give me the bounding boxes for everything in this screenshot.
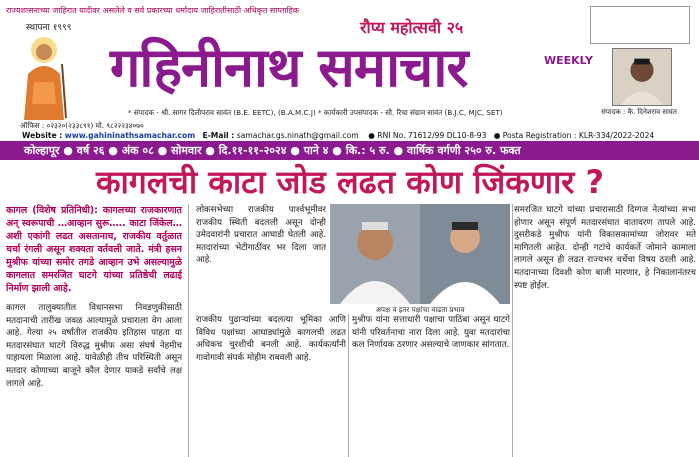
editor-photo: [612, 48, 672, 106]
postal-registration: ● Posta Registration : KLR-334/2022-2024: [493, 131, 655, 140]
contact-line: [22, 131, 692, 140]
column-divider: [512, 204, 513, 457]
email-address[interactable]: samachar.gs.ninath@gmail.com: [236, 131, 359, 140]
staff-line: * संपादक - श्री. सागर दिलीपराव सावंत (B.E. EETC), (B.A.M.C.J) * कार्यकारी उपसंपादक - सौ. रिचा संग्राम सावंत (B.J.C, MJC, SET): [128, 108, 503, 117]
article-column-mid-top: [196, 204, 326, 298]
photo-caption: अपक्ष व इतर पक्षांचा वाढता प्रभाव: [375, 305, 465, 314]
column-divider: [348, 314, 349, 457]
right-column-text: समरजित घाटगे यांच्या प्रचारासाठी दिग्गज नेत्यांच्या सभा होणार असून संपूर्ण मतदारसंघात वातावरण तापले आहे. दुसरीकडे मुश्रीफ यांनी विकासकामांच्या जोरावर मते मागितली आहेत. दोन्ही गटांचे कार्यकर्ते जोमाने कामाला लागले असून ही लढत राज्यभर चर्चेचा विषय ठरली आहे. मतदानाच्या दिवशी कोण बाजी मारणार, हे निकालानंतरच स्पष्ट होईल.: [514, 205, 696, 291]
blank-box: [590, 6, 690, 44]
lead-text: कागल (विशेष प्रतिनिधी): कागलच्या राजकारणात अन् स्वरूपाची …आव्हान सुरू….. काटा जिंकेल… अशी एकांगी लढत असतानाच, राजकीय वर्तुळात चर्चा रंगली असून शक्यता वर्तवली जाते. मंत्री हसन मुश्रीफ यांच्या समोर तगडे आव्हान उभे असल्यामुळे कागलात समरजित घाटगे यांच्या प्रतिष्ठेची लढाई निर्माण झाली आहे.: [6, 205, 182, 294]
masthead: [0, 0, 699, 160]
issue-info-bar: कोल्हापूर ● वर्ष २६ ● अंक ०८ ● सोमवार ● दि.११-११-२०२४ ● पाने ४ ● कि.: ५ रु. ● वार्षिक वर्गणी २५० रु. फक्त: [0, 141, 699, 160]
saint-illustration: [16, 34, 72, 120]
mid-top-text: लोकसभेच्या राजकीय पार्श्वभूमीवर राजकीय स्थिती बदलली असून दोन्ही उमेदवारांनी प्रचारात आघाडी घेतली आहे. मतदारांच्या भेटीगाठींवर भर दिला जात आहे.: [196, 205, 326, 266]
article-column-mid-bottom-b: [352, 314, 510, 457]
website-label: Website :: [22, 131, 63, 140]
article-column-mid-bottom-a: [196, 314, 346, 457]
jubilee-text: रौप्य महोत्सवी २५: [360, 18, 464, 37]
weekly-label: WEEKLY: [544, 54, 593, 67]
column-divider: [188, 204, 189, 457]
main-headline: कागलची काटा जोड लढत कोण जिंकणार ?: [95, 163, 605, 201]
rni-number: ● RNI No. 71612/99 DL10-8-93: [368, 131, 487, 140]
office-contact: ऑफिस : ०२३२०(२३३८९१) मो. ९८२२२३४०७०: [20, 121, 144, 130]
lead-paragraph: [6, 204, 182, 300]
tagline: राज्यशासनाच्या जाहिरात यादीवर असलेले व सर्व प्रकारच्या धर्मादाय जाहिरातीसाठी अधिकृत साप्ताहिक: [6, 6, 299, 15]
newspaper-title: गहिनीनाथ समाचार: [110, 36, 468, 99]
mid-bottom-b-text: मुश्रीफ यांना सत्ताधारी पक्षाचा पाठिंबा असून घाटगे यांनी परिवर्तनाचा नारा दिला आहे. युवा मतदारांचा कल निर्णायक ठरणार असल्याचे जाणकार सांगतात.: [352, 315, 510, 351]
website-link[interactable]: www.gahininathsamachar.com: [64, 131, 196, 140]
left-column-text: कागल तालुक्यातील विधानसभा निवडणुकीसाठी मतदानाची तारीख जवळ आल्यामुळे प्रचाराला वेग आला आहे. गेल्या २५ वर्षांतील राजकीय इतिहास पाहता या मतदारसंघात घाटगे विरुद्ध मुश्रीफ असा संघर्ष नेहमीच पाहायला मिळाला आहे. यावेळीही तीच परिस्थिती असून मतदार कोणाच्या बाजूने कौल देणार याकडे सर्वांचे लक्ष लागले आहे.: [6, 303, 182, 389]
email-label: E-Mail :: [202, 131, 235, 140]
established-date: स्थापना १९९९: [26, 23, 72, 33]
mid-bottom-a-text: राजकीय पुढाऱ्यांच्या बदलत्या भूमिका आणि विविध पक्षांच्या आघाड्यांमुळे कागलची लढत अधिकच चुरशीची बनली आहे. कार्यकर्त्यांनी गावोगावी संपर्क मोहीम राबवली आहे.: [196, 315, 346, 363]
editor-caption: संपादक : कै. दिनेशराव सावंत: [601, 108, 677, 116]
candidates-photo: [330, 204, 510, 304]
article-column-left: [6, 302, 182, 457]
article-column-right: [514, 204, 696, 457]
